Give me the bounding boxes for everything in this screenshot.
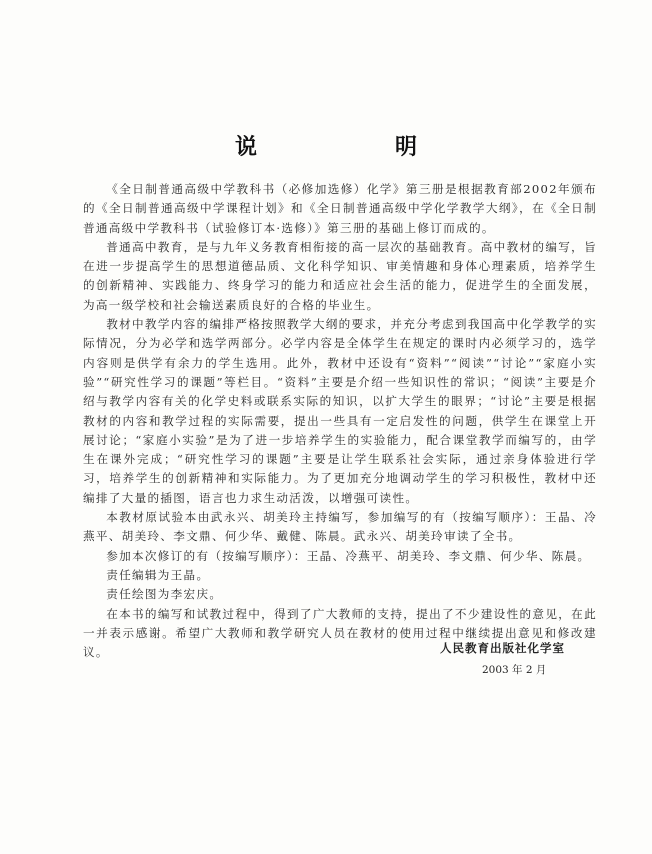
paragraph-purpose: 普通高中教育，是与九年义务教育相衔接的高一层次的基础教育。高中教材的编写，旨在进一步提高学生的思想道德品质、文化科学知识、审美情趣和身体心理素质，培养学生的创新精神、实践能力、终身学习的能力和适应社会生活的能力，促进学生的全面发展，为高一级学校和社会输送素质良好的合格的毕业生。 <box>83 239 597 312</box>
page-title: 说 明 <box>234 134 475 160</box>
body-text <box>83 180 597 662</box>
signature-block <box>440 640 600 677</box>
paragraph-authors: 本教材原试验本由武永兴、胡美玲主持编写，参加编写的有（按编写顺序）：王晶、冷燕平、胡美玲、李文鼎、何少华、戴健、陈晨。武永兴、胡美玲审读了全书。 <box>83 510 597 544</box>
paragraph-revisers: 参加本次修订的有（按编写顺序）：王晶、冷燕平、胡美玲、李文鼎、何少华、陈晨。 <box>106 548 591 563</box>
signature-organization: 人民教育出版社化学室 <box>440 641 565 655</box>
paragraph-acknowledgement: 在本书的编写和试教过程中，得到了广大教师的支持，提出了不少建设性的意见，在此一并表示感谢。希望广大教师和教学研究人员在教材的使用过程中继续提出意见和修改建议。 <box>83 606 597 660</box>
paragraph-editor: 责任编辑为王晶。 <box>106 567 210 582</box>
paragraph-intro: 《全日制普通高级中学教科书（必修加选修）化学》第三册是根据教育部2002年颁布的《全日制普通高级中学课程计划》和《全日制普通高级中学化学教学大纲》，在《全日制普通高级中学教科书（试验修订本·选修）》第三册的基础上修订而成的。 <box>83 182 597 235</box>
signature-date: 2003 年 2 月 <box>482 664 547 676</box>
paragraph-structure: 教材中教学内容的编排严格按照教学大纲的要求，并充分考虑到我国高中化学教学的实际情况，分为必学和选学两部分。必学内容是全体学生在规定的课时内必须学习的，选学内容则是供学有余力的学生选用。此外，教材中还设有“资料”“阅读”“讨论”“家庭小实验”“研究性学习的课题”等栏目。“资料”主要是介绍一些知识性的常识；“阅读”主要是介绍与教学内容有关的化学史料或联系实际的知识，以扩大学生的眼界；“讨论”主要是根据教材的内容和教学过程的实际需要，提出一些具有一定启发性的问题，供学生在课堂上开展讨论；“家庭小实验”是为了进一步培养学生的实验能力，配合课堂教学而编写的，由学生在课外完成；“研究性学习的课题”主要是让学生联系社会实际，通过亲身体验进行学习，培养学生的创新精神和实际能力。为了更加充分地调动学生的学习积极性，教材中还编排了大量的插图，语言也力求生动活泼，以增强可读性。 <box>83 317 597 505</box>
paragraph-illustrator: 责任绘图为李宏庆。 <box>106 587 223 602</box>
